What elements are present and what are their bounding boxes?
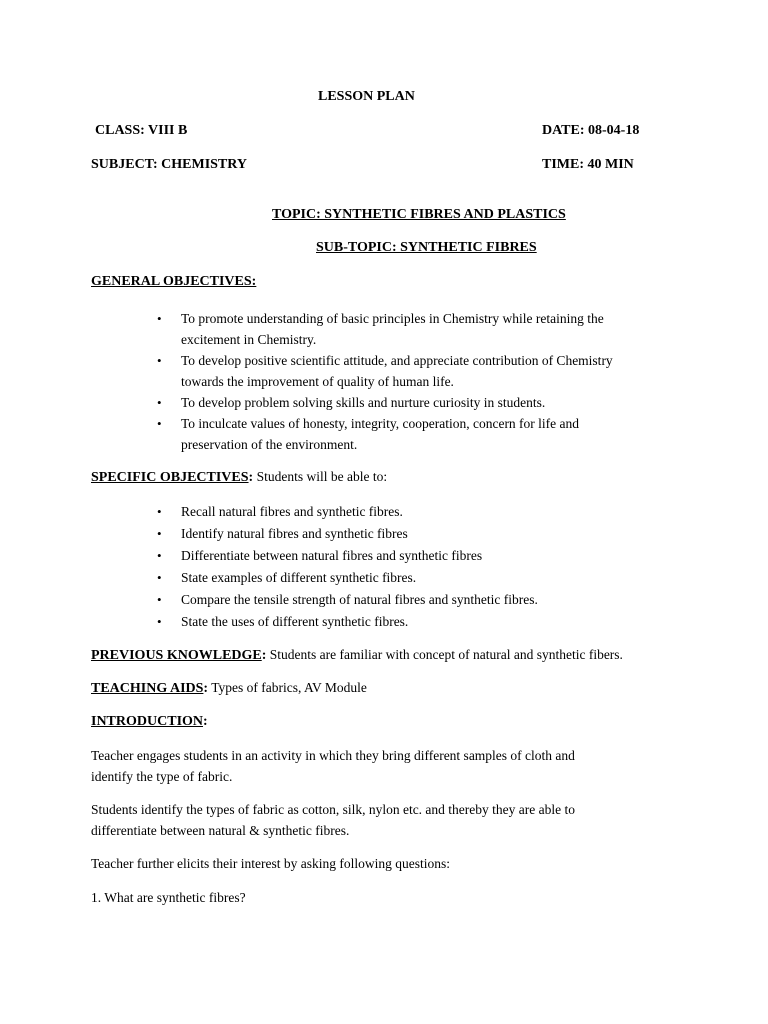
list-item: • Differentiate between natural fibres and synthetic fibres (157, 545, 677, 567)
list-item: • To inculcate values of honesty, integrity, cooperation, concern for life and preservation of the environment. (157, 413, 677, 455)
teaching-aids-heading: TEACHING AIDS (91, 681, 204, 696)
bullet-icon: • (157, 526, 162, 541)
bullet-icon: • (157, 504, 162, 519)
specific-objectives-line: SPECIFIC OBJECTIVES: Students will be able to: (91, 469, 388, 485)
specific-objectives-heading: SPECIFIC OBJECTIVES (91, 470, 249, 485)
introduction-heading: INTRODUCTION (91, 714, 204, 729)
bullet-icon: • (157, 416, 162, 431)
general-objectives-list (157, 308, 677, 455)
introduction-paragraph-2: Students identify the types of fabric as cotton, silk, nylon etc. and thereby they are able to differentiate between natural & synthetic fibres. (91, 802, 575, 838)
list-item: • Compare the tensile strength of natural fibres and synthetic fibres. (157, 589, 677, 611)
specific-objectives-intro: Students will be able to: (253, 469, 388, 484)
date-field: DATE: 08-04-18 (542, 123, 640, 138)
bullet-icon: • (157, 353, 162, 368)
list-item: • To develop positive scientific attitude, and appreciate contribution of Chemistry towards the improvement of quality of human life. (157, 350, 677, 392)
list-item: • To promote understanding of basic principles in Chemistry while retaining the excitement in Chemistry. (157, 308, 677, 350)
bullet-icon: • (157, 395, 162, 410)
bullet-icon: • (157, 592, 162, 607)
bullet-icon: • (157, 311, 162, 326)
introduction-line: INTRODUCTION: (91, 714, 208, 729)
subtopic-heading: SUB-TOPIC: SYNTHETIC FIBRES (316, 240, 537, 255)
teaching-aids-text: Types of fabrics, AV Module (208, 680, 367, 695)
subject-field: SUBJECT: CHEMISTRY (91, 157, 247, 172)
previous-knowledge-text: Students are familiar with concept of natural and synthetic fibers. (266, 647, 623, 662)
list-item: • To develop problem solving skills and nurture curiosity in students. (157, 392, 677, 413)
previous-knowledge-line: PREVIOUS KNOWLEDGE: Students are familiar with concept of natural and synthetic fibers. (91, 647, 623, 663)
bullet-icon: • (157, 548, 162, 563)
topic-heading: TOPIC: SYNTHETIC FIBRES AND PLASTICS (272, 207, 566, 222)
list-item: • State examples of different synthetic fibres. (157, 567, 677, 589)
class-field: CLASS: VIII B (95, 123, 188, 138)
time-field: TIME: 40 MIN (542, 157, 634, 172)
general-objectives-heading: GENERAL OBJECTIVES: (91, 274, 257, 289)
introduction-paragraph-1: Teacher engages students in an activity in which they bring different samples of cloth and identify the type of fabric. (91, 748, 575, 784)
document-title: LESSON PLAN (318, 89, 415, 104)
question-1: 1. What are synthetic fibres? (91, 890, 246, 905)
teaching-aids-line: TEACHING AIDS: Types of fabrics, AV Module (91, 680, 367, 696)
previous-knowledge-heading: PREVIOUS KNOWLEDGE (91, 648, 262, 663)
list-item: • Identify natural fibres and synthetic fibres (157, 523, 677, 545)
bullet-icon: • (157, 570, 162, 585)
bullet-icon: • (157, 614, 162, 629)
list-item: • State the uses of different synthetic fibres. (157, 611, 677, 633)
list-item: • Recall natural fibres and synthetic fibres. (157, 501, 677, 523)
introduction-paragraph-3: Teacher further elicits their interest by asking following questions: (91, 856, 450, 871)
specific-objectives-list (157, 501, 677, 633)
